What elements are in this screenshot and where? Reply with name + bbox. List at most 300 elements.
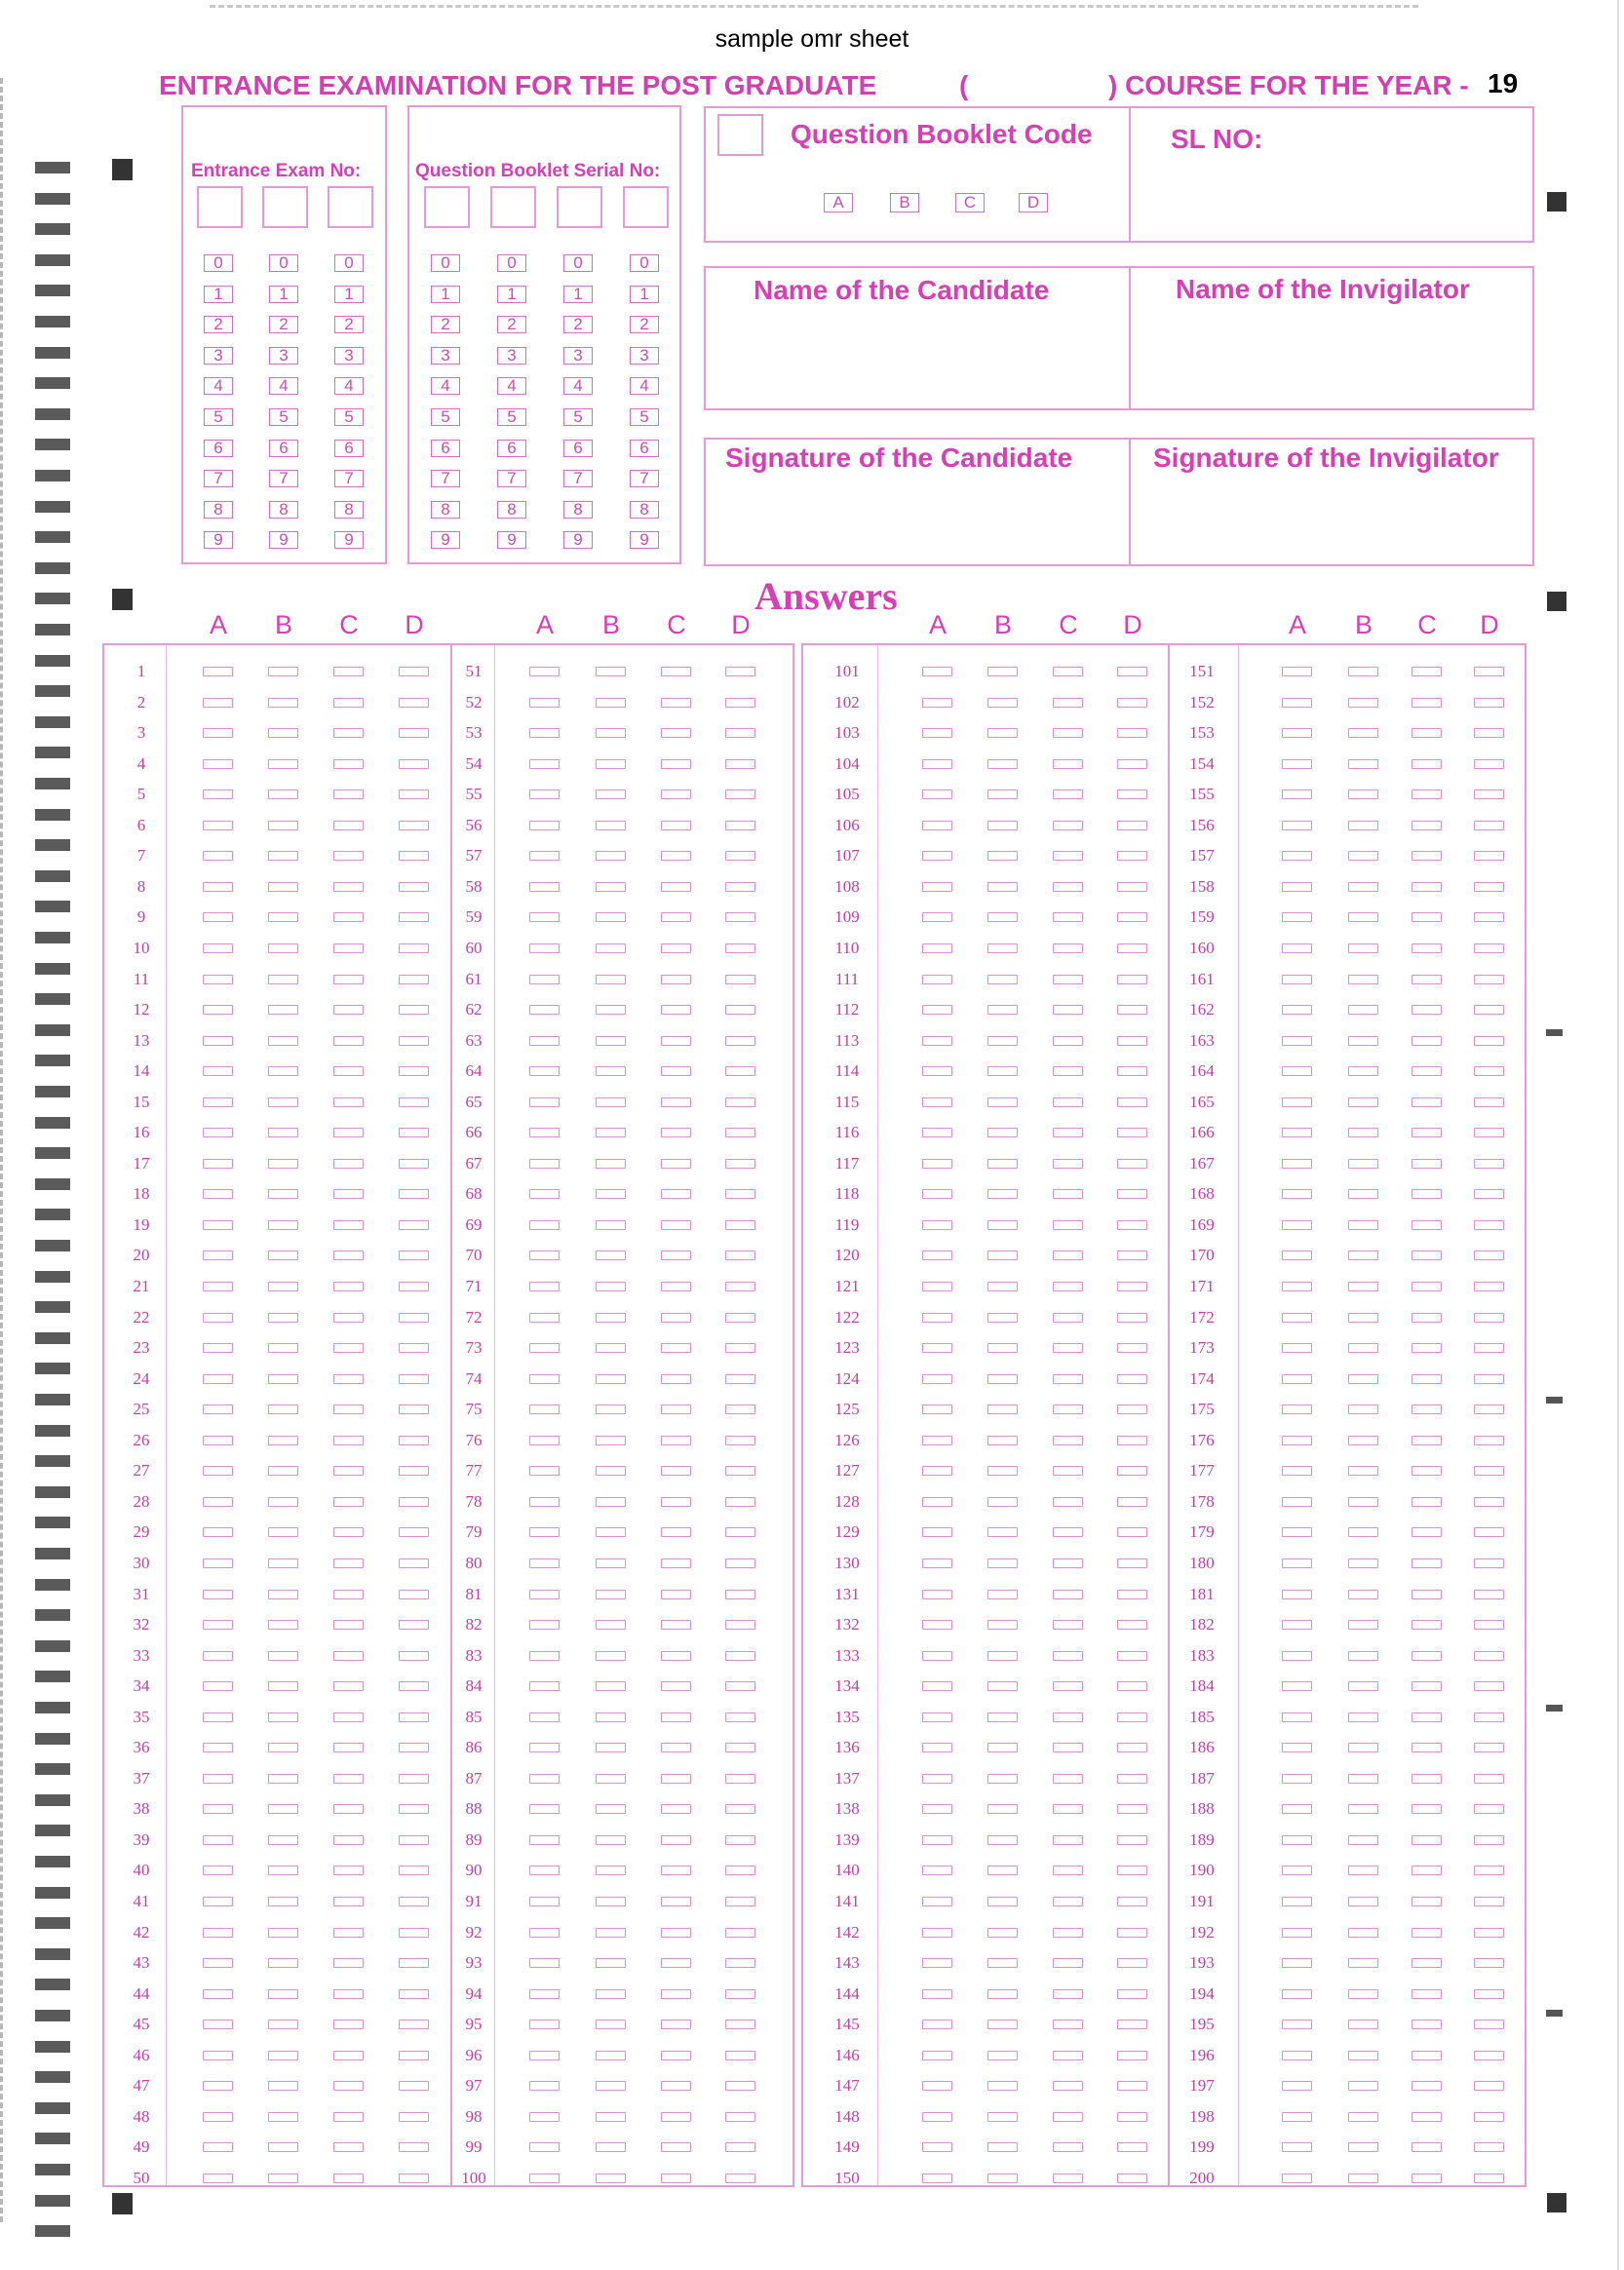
- answer-bubble[interactable]: [987, 2081, 1018, 2091]
- answer-bubble[interactable]: [661, 1897, 691, 1906]
- entrance-exam-digit-bubble[interactable]: 4: [204, 377, 233, 395]
- answer-bubble[interactable]: [399, 1620, 429, 1630]
- answer-bubble[interactable]: [596, 2081, 626, 2091]
- answer-bubble[interactable]: [333, 1835, 364, 1845]
- answer-bubble[interactable]: [1117, 2020, 1147, 2029]
- answer-bubble[interactable]: [268, 1005, 298, 1015]
- answer-bubble[interactable]: [399, 759, 429, 769]
- answer-bubble[interactable]: [922, 1128, 952, 1137]
- answer-bubble[interactable]: [268, 1835, 298, 1845]
- answer-bubble[interactable]: [333, 1958, 364, 1968]
- answer-bubble[interactable]: [987, 2174, 1018, 2183]
- answer-bubble[interactable]: [399, 1681, 429, 1691]
- answer-bubble[interactable]: [922, 1313, 952, 1323]
- answer-bubble[interactable]: [399, 1343, 429, 1353]
- answer-bubble[interactable]: [922, 1374, 952, 1384]
- answer-bubble[interactable]: [1474, 789, 1504, 799]
- answer-bubble[interactable]: [1348, 1128, 1378, 1137]
- entrance-exam-digit-bubble[interactable]: 6: [204, 440, 233, 457]
- answer-bubble[interactable]: [725, 821, 755, 830]
- answer-bubble[interactable]: [596, 1804, 626, 1814]
- answer-bubble[interactable]: [987, 1928, 1018, 1938]
- answer-bubble[interactable]: [529, 2051, 560, 2060]
- answer-bubble[interactable]: [399, 789, 429, 799]
- answer-bubble[interactable]: [529, 1159, 560, 1169]
- answer-bubble[interactable]: [1053, 1313, 1083, 1323]
- answer-bubble[interactable]: [268, 1928, 298, 1938]
- answer-bubble[interactable]: [1117, 1804, 1147, 1814]
- answer-bubble[interactable]: [268, 821, 298, 830]
- answer-bubble[interactable]: [1348, 667, 1378, 676]
- answer-bubble[interactable]: [1474, 1743, 1504, 1752]
- answer-bubble[interactable]: [268, 1128, 298, 1137]
- answer-bubble[interactable]: [1474, 2112, 1504, 2122]
- answer-bubble[interactable]: [661, 1282, 691, 1291]
- answer-bubble[interactable]: [268, 1250, 298, 1260]
- booklet-serial-digit-bubble[interactable]: 8: [497, 501, 526, 519]
- answer-bubble[interactable]: [529, 1928, 560, 1938]
- answer-bubble[interactable]: [203, 1128, 233, 1137]
- answer-bubble[interactable]: [268, 698, 298, 708]
- answer-bubble[interactable]: [399, 2174, 429, 2183]
- answer-bubble[interactable]: [922, 1036, 952, 1046]
- answer-bubble[interactable]: [1053, 1651, 1083, 1661]
- answer-bubble[interactable]: [203, 1497, 233, 1507]
- answer-bubble[interactable]: [922, 851, 952, 861]
- answer-bubble[interactable]: [1474, 975, 1504, 984]
- answer-bubble[interactable]: [725, 1620, 755, 1630]
- answer-bubble[interactable]: [1117, 1774, 1147, 1784]
- answer-bubble[interactable]: [1411, 821, 1442, 830]
- booklet-serial-digit-bubble[interactable]: 5: [497, 408, 526, 426]
- answer-bubble[interactable]: [661, 1159, 691, 1169]
- answer-bubble[interactable]: [529, 1712, 560, 1722]
- answer-bubble[interactable]: [596, 1497, 626, 1507]
- answer-bubble[interactable]: [922, 1835, 952, 1845]
- answer-bubble[interactable]: [1411, 1404, 1442, 1414]
- answer-bubble[interactable]: [1117, 2081, 1147, 2091]
- answer-bubble[interactable]: [1411, 1558, 1442, 1568]
- booklet-serial-digit-bubble[interactable]: 2: [630, 316, 659, 333]
- answer-bubble[interactable]: [1117, 2174, 1147, 2183]
- answer-bubble[interactable]: [725, 1220, 755, 1230]
- answer-bubble[interactable]: [1348, 1374, 1378, 1384]
- answer-bubble[interactable]: [1474, 1897, 1504, 1906]
- answer-bubble[interactable]: [922, 821, 952, 830]
- answer-bubble[interactable]: [725, 1497, 755, 1507]
- answer-bubble[interactable]: [1282, 1282, 1312, 1291]
- answer-bubble[interactable]: [203, 667, 233, 676]
- answer-bubble[interactable]: [1474, 1558, 1504, 1568]
- answer-bubble[interactable]: [203, 1436, 233, 1445]
- answer-bubble[interactable]: [203, 1620, 233, 1630]
- answer-bubble[interactable]: [1053, 1220, 1083, 1230]
- answer-bubble[interactable]: [1474, 1374, 1504, 1384]
- answer-bubble[interactable]: [1282, 667, 1312, 676]
- answer-bubble[interactable]: [1282, 728, 1312, 738]
- answer-bubble[interactable]: [987, 1743, 1018, 1752]
- entrance-exam-digit-bubble[interactable]: 5: [204, 408, 233, 426]
- answer-bubble[interactable]: [987, 2020, 1018, 2029]
- answer-bubble[interactable]: [203, 943, 233, 953]
- answer-bubble[interactable]: [725, 1928, 755, 1938]
- answer-bubble[interactable]: [529, 1128, 560, 1137]
- answer-bubble[interactable]: [1053, 728, 1083, 738]
- answer-bubble[interactable]: [399, 1005, 429, 1015]
- answer-bubble[interactable]: [268, 975, 298, 984]
- answer-bubble[interactable]: [1053, 1620, 1083, 1630]
- answer-bubble[interactable]: [987, 1189, 1018, 1199]
- answer-bubble[interactable]: [1348, 851, 1378, 861]
- answer-bubble[interactable]: [268, 2020, 298, 2029]
- answer-bubble[interactable]: [922, 1558, 952, 1568]
- answer-bubble[interactable]: [725, 1282, 755, 1291]
- answer-bubble[interactable]: [333, 1282, 364, 1291]
- booklet-serial-digit-bubble[interactable]: 2: [431, 316, 460, 333]
- answer-bubble[interactable]: [987, 851, 1018, 861]
- entrance-exam-digit-bubble[interactable]: 1: [269, 286, 298, 303]
- answer-bubble[interactable]: [203, 1313, 233, 1323]
- answer-bubble[interactable]: [661, 2081, 691, 2091]
- answer-bubble[interactable]: [596, 2020, 626, 2029]
- answer-bubble[interactable]: [1053, 1804, 1083, 1814]
- answer-bubble[interactable]: [268, 1651, 298, 1661]
- answer-bubble[interactable]: [268, 1436, 298, 1445]
- answer-bubble[interactable]: [596, 1159, 626, 1169]
- entrance-exam-digit-bubble[interactable]: 8: [269, 501, 298, 519]
- answer-bubble[interactable]: [529, 1897, 560, 1906]
- answer-bubble[interactable]: [1411, 943, 1442, 953]
- answer-bubble[interactable]: [268, 1590, 298, 1599]
- answer-bubble[interactable]: [661, 1958, 691, 1968]
- answer-bubble[interactable]: [1053, 1436, 1083, 1445]
- answer-bubble[interactable]: [596, 1374, 626, 1384]
- answer-bubble[interactable]: [1053, 1250, 1083, 1260]
- entrance-exam-digit-bubble[interactable]: 1: [204, 286, 233, 303]
- answer-bubble[interactable]: [1053, 851, 1083, 861]
- answer-bubble[interactable]: [1411, 1620, 1442, 1630]
- answer-bubble[interactable]: [1282, 1897, 1312, 1906]
- answer-bubble[interactable]: [725, 912, 755, 922]
- answer-bubble[interactable]: [399, 1590, 429, 1599]
- booklet-serial-digit-bubble[interactable]: 3: [497, 347, 526, 365]
- answer-bubble[interactable]: [399, 1466, 429, 1476]
- answer-bubble[interactable]: [1117, 1404, 1147, 1414]
- answer-bubble[interactable]: [203, 1897, 233, 1906]
- answer-bubble[interactable]: [1053, 1374, 1083, 1384]
- answer-bubble[interactable]: [529, 1497, 560, 1507]
- answer-bubble[interactable]: [987, 1835, 1018, 1845]
- answer-bubble[interactable]: [268, 1097, 298, 1107]
- answer-bubble[interactable]: [1117, 698, 1147, 708]
- answer-bubble[interactable]: [1117, 1250, 1147, 1260]
- answer-bubble[interactable]: [1053, 2174, 1083, 2183]
- answer-bubble[interactable]: [1411, 1958, 1442, 1968]
- answer-bubble[interactable]: [333, 1527, 364, 1537]
- answer-bubble[interactable]: [1348, 1343, 1378, 1353]
- answer-bubble[interactable]: [1117, 1620, 1147, 1630]
- answer-bubble[interactable]: [268, 1774, 298, 1784]
- answer-bubble[interactable]: [987, 1343, 1018, 1353]
- answer-bubble[interactable]: [203, 1527, 233, 1537]
- answer-bubble[interactable]: [1411, 2142, 1442, 2152]
- answer-bubble[interactable]: [922, 1774, 952, 1784]
- answer-bubble[interactable]: [1282, 2020, 1312, 2029]
- booklet-serial-digit-bubble[interactable]: 1: [431, 286, 460, 303]
- entrance-exam-digit-bubble[interactable]: 3: [334, 347, 364, 365]
- answer-bubble[interactable]: [1348, 1712, 1378, 1722]
- answer-bubble[interactable]: [529, 1774, 560, 1784]
- answer-bubble[interactable]: [596, 698, 626, 708]
- answer-bubble[interactable]: [661, 1712, 691, 1722]
- answer-bubble[interactable]: [922, 1897, 952, 1906]
- answer-bubble[interactable]: [1117, 1651, 1147, 1661]
- answer-bubble[interactable]: [333, 1128, 364, 1137]
- answer-bubble[interactable]: [203, 1712, 233, 1722]
- answer-bubble[interactable]: [922, 1866, 952, 1875]
- answer-bubble[interactable]: [1474, 1958, 1504, 1968]
- answer-bubble[interactable]: [1348, 2142, 1378, 2152]
- answer-bubble[interactable]: [987, 2142, 1018, 2152]
- answer-bubble[interactable]: [333, 1743, 364, 1752]
- answer-bubble[interactable]: [725, 1866, 755, 1875]
- answer-bubble[interactable]: [987, 975, 1018, 984]
- entrance-exam-digit-bubble[interactable]: 3: [204, 347, 233, 365]
- answer-bubble[interactable]: [987, 1250, 1018, 1260]
- answer-bubble[interactable]: [529, 1527, 560, 1537]
- answer-bubble[interactable]: [987, 1097, 1018, 1107]
- answer-bubble[interactable]: [1411, 1712, 1442, 1722]
- answer-bubble[interactable]: [987, 943, 1018, 953]
- answer-bubble[interactable]: [1411, 1497, 1442, 1507]
- answer-bubble[interactable]: [725, 1374, 755, 1384]
- answer-bubble[interactable]: [1348, 1590, 1378, 1599]
- answer-bubble[interactable]: [596, 1681, 626, 1691]
- answer-bubble[interactable]: [399, 1404, 429, 1414]
- answer-bubble[interactable]: [1282, 2112, 1312, 2122]
- answer-bubble[interactable]: [399, 821, 429, 830]
- answer-bubble[interactable]: [987, 698, 1018, 708]
- answer-bubble[interactable]: [203, 1774, 233, 1784]
- answer-bubble[interactable]: [529, 1436, 560, 1445]
- answer-bubble[interactable]: [399, 1712, 429, 1722]
- answer-bubble[interactable]: [1411, 882, 1442, 892]
- answer-bubble[interactable]: [333, 1313, 364, 1323]
- answer-bubble[interactable]: [529, 2081, 560, 2091]
- answer-bubble[interactable]: [725, 1712, 755, 1722]
- answer-bubble[interactable]: [596, 667, 626, 676]
- answer-bubble[interactable]: [1117, 943, 1147, 953]
- answer-bubble[interactable]: [1117, 1866, 1147, 1875]
- answer-bubble[interactable]: [1474, 1497, 1504, 1507]
- answer-bubble[interactable]: [1474, 2051, 1504, 2060]
- answer-bubble[interactable]: [596, 882, 626, 892]
- answer-bubble[interactable]: [1053, 912, 1083, 922]
- answer-bubble[interactable]: [333, 1250, 364, 1260]
- answer-bubble[interactable]: [1474, 1774, 1504, 1784]
- answer-bubble[interactable]: [1053, 1282, 1083, 1291]
- answer-bubble[interactable]: [529, 1958, 560, 1968]
- answer-bubble[interactable]: [725, 1527, 755, 1537]
- answer-bubble[interactable]: [596, 1743, 626, 1752]
- answer-bubble[interactable]: [1117, 1897, 1147, 1906]
- answer-bubble[interactable]: [529, 2020, 560, 2029]
- answer-bubble[interactable]: [203, 912, 233, 922]
- answer-bubble[interactable]: [1117, 1282, 1147, 1291]
- answer-bubble[interactable]: [1474, 1590, 1504, 1599]
- answer-bubble[interactable]: [1411, 2020, 1442, 2029]
- answer-bubble[interactable]: [725, 1128, 755, 1137]
- answer-bubble[interactable]: [725, 1250, 755, 1260]
- booklet-serial-digit-bubble[interactable]: 1: [563, 286, 593, 303]
- answer-bubble[interactable]: [922, 1527, 952, 1537]
- answer-bubble[interactable]: [1411, 1897, 1442, 1906]
- answer-bubble[interactable]: [1282, 698, 1312, 708]
- answer-bubble[interactable]: [203, 1558, 233, 1568]
- entrance-exam-digit-bubble[interactable]: 8: [204, 501, 233, 519]
- answer-bubble[interactable]: [1117, 1681, 1147, 1691]
- answer-bubble[interactable]: [1282, 1374, 1312, 1384]
- answer-bubble[interactable]: [1282, 1590, 1312, 1599]
- answer-bubble[interactable]: [268, 1497, 298, 1507]
- answer-bubble[interactable]: [725, 2174, 755, 2183]
- booklet-serial-digit-bubble[interactable]: 1: [630, 286, 659, 303]
- answer-bubble[interactable]: [922, 1712, 952, 1722]
- answer-bubble[interactable]: [1474, 698, 1504, 708]
- answer-bubble[interactable]: [922, 1220, 952, 1230]
- answer-bubble[interactable]: [268, 1866, 298, 1875]
- entrance-exam-digit-bubble[interactable]: 0: [204, 254, 233, 272]
- answer-bubble[interactable]: [661, 821, 691, 830]
- answer-bubble[interactable]: [529, 1558, 560, 1568]
- answer-bubble[interactable]: [333, 1159, 364, 1169]
- answer-bubble[interactable]: [922, 2051, 952, 2060]
- answer-bubble[interactable]: [1411, 1527, 1442, 1537]
- answer-bubble[interactable]: [399, 667, 429, 676]
- answer-bubble[interactable]: [596, 1466, 626, 1476]
- answer-bubble[interactable]: [1282, 821, 1312, 830]
- answer-bubble[interactable]: [725, 1466, 755, 1476]
- answer-bubble[interactable]: [922, 1436, 952, 1445]
- entrance-exam-digit-bubble[interactable]: 0: [334, 254, 364, 272]
- answer-bubble[interactable]: [203, 2142, 233, 2152]
- answer-bubble[interactable]: [1348, 2020, 1378, 2029]
- answer-bubble[interactable]: [922, 2020, 952, 2029]
- answer-bubble[interactable]: [1348, 1989, 1378, 1999]
- answer-bubble[interactable]: [268, 759, 298, 769]
- booklet-code-option[interactable]: C: [955, 193, 985, 212]
- answer-bubble[interactable]: [596, 1404, 626, 1414]
- answer-bubble[interactable]: [987, 2051, 1018, 2060]
- answer-bubble[interactable]: [1282, 1928, 1312, 1938]
- answer-bubble[interactable]: [268, 1220, 298, 1230]
- answer-bubble[interactable]: [1411, 2081, 1442, 2091]
- answer-bubble[interactable]: [1117, 821, 1147, 830]
- answer-bubble[interactable]: [922, 728, 952, 738]
- answer-bubble[interactable]: [203, 1189, 233, 1199]
- entrance-exam-digit-bubble[interactable]: 3: [269, 347, 298, 365]
- entrance-exam-entry-box[interactable]: [328, 186, 373, 228]
- answer-bubble[interactable]: [399, 1189, 429, 1199]
- answer-bubble[interactable]: [1117, 975, 1147, 984]
- answer-bubble[interactable]: [1348, 912, 1378, 922]
- answer-bubble[interactable]: [661, 698, 691, 708]
- answer-bubble[interactable]: [333, 1005, 364, 1015]
- answer-bubble[interactable]: [529, 1404, 560, 1414]
- answer-bubble[interactable]: [661, 1466, 691, 1476]
- answer-bubble[interactable]: [1117, 1743, 1147, 1752]
- answer-bubble[interactable]: [203, 2081, 233, 2091]
- answer-bubble[interactable]: [529, 1220, 560, 1230]
- answer-bubble[interactable]: [1117, 1958, 1147, 1968]
- answer-bubble[interactable]: [203, 1651, 233, 1661]
- answer-bubble[interactable]: [1053, 1774, 1083, 1784]
- answer-bubble[interactable]: [661, 851, 691, 861]
- answer-bubble[interactable]: [529, 1189, 560, 1199]
- answer-bubble[interactable]: [596, 1897, 626, 1906]
- booklet-serial-digit-bubble[interactable]: 1: [497, 286, 526, 303]
- booklet-serial-digit-bubble[interactable]: 9: [431, 531, 460, 549]
- answer-bubble[interactable]: [661, 1928, 691, 1938]
- answer-bubble[interactable]: [1411, 1866, 1442, 1875]
- answer-bubble[interactable]: [1474, 1404, 1504, 1414]
- answer-bubble[interactable]: [661, 1005, 691, 1015]
- answer-bubble[interactable]: [268, 2051, 298, 2060]
- answer-bubble[interactable]: [268, 1527, 298, 1537]
- answer-bubble[interactable]: [1411, 667, 1442, 676]
- answer-bubble[interactable]: [987, 1404, 1018, 1414]
- answer-bubble[interactable]: [399, 1958, 429, 1968]
- answer-bubble[interactable]: [987, 1159, 1018, 1169]
- answer-bubble[interactable]: [1474, 851, 1504, 861]
- answer-bubble[interactable]: [333, 1620, 364, 1630]
- answer-bubble[interactable]: [725, 851, 755, 861]
- answer-bubble[interactable]: [333, 943, 364, 953]
- answer-bubble[interactable]: [1348, 1313, 1378, 1323]
- answer-bubble[interactable]: [333, 1436, 364, 1445]
- answer-bubble[interactable]: [203, 698, 233, 708]
- booklet-serial-digit-bubble[interactable]: 9: [497, 531, 526, 549]
- answer-bubble[interactable]: [922, 1250, 952, 1260]
- answer-bubble[interactable]: [596, 2142, 626, 2152]
- answer-bubble[interactable]: [922, 1343, 952, 1353]
- answer-bubble[interactable]: [1117, 1343, 1147, 1353]
- answer-bubble[interactable]: [203, 1404, 233, 1414]
- answer-bubble[interactable]: [399, 1282, 429, 1291]
- answer-bubble[interactable]: [922, 667, 952, 676]
- answer-bubble[interactable]: [596, 821, 626, 830]
- answer-bubble[interactable]: [529, 1282, 560, 1291]
- answer-bubble[interactable]: [596, 1835, 626, 1845]
- answer-bubble[interactable]: [1348, 821, 1378, 830]
- answer-bubble[interactable]: [333, 1928, 364, 1938]
- answer-bubble[interactable]: [661, 1774, 691, 1784]
- answer-bubble[interactable]: [399, 1250, 429, 1260]
- answer-bubble[interactable]: [1282, 1436, 1312, 1445]
- answer-bubble[interactable]: [1053, 1097, 1083, 1107]
- answer-bubble[interactable]: [596, 1866, 626, 1875]
- answer-bubble[interactable]: [596, 759, 626, 769]
- answer-bubble[interactable]: [1474, 1681, 1504, 1691]
- answer-bubble[interactable]: [529, 1250, 560, 1260]
- booklet-code-option[interactable]: D: [1019, 193, 1048, 212]
- answer-bubble[interactable]: [596, 1651, 626, 1661]
- answer-bubble[interactable]: [1348, 1866, 1378, 1875]
- answer-bubble[interactable]: [1117, 728, 1147, 738]
- answer-bubble[interactable]: [1053, 1743, 1083, 1752]
- answer-bubble[interactable]: [987, 2112, 1018, 2122]
- answer-bubble[interactable]: [1282, 2081, 1312, 2091]
